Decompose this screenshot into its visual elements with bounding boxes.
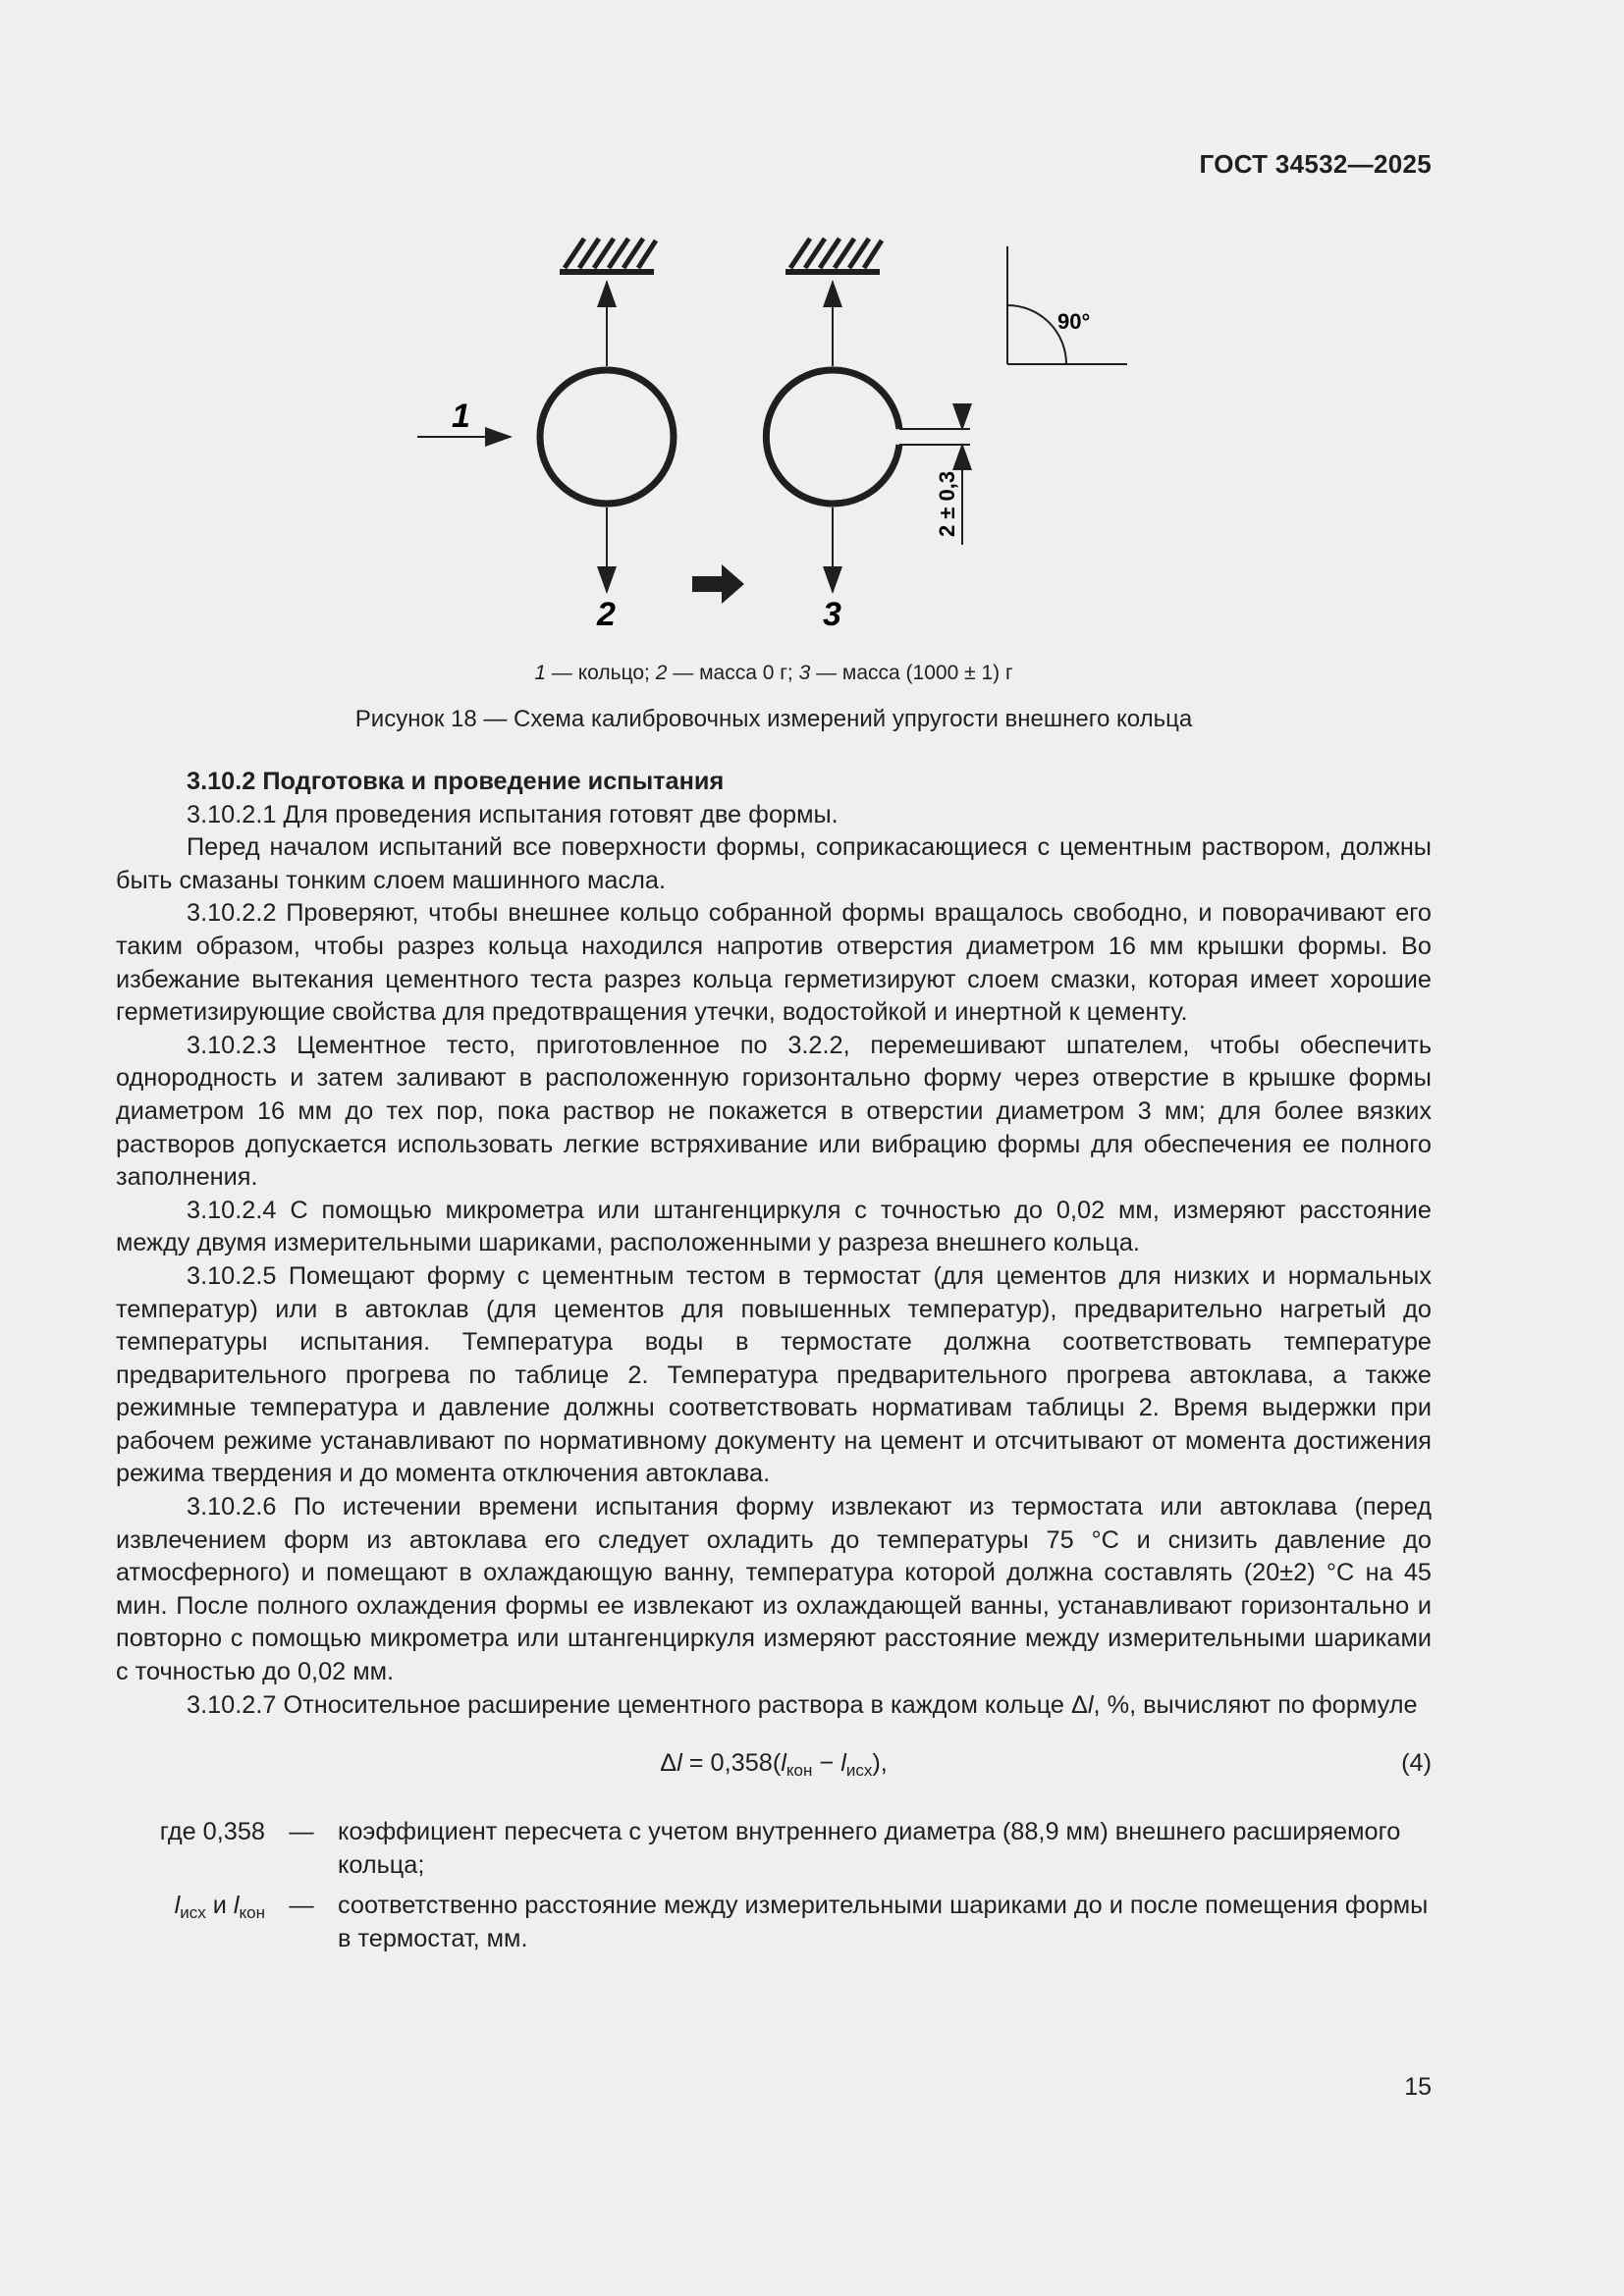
right-angle-symbol bbox=[1007, 246, 1127, 364]
paragraph-3-10-2-1: 3.10.2.1 Для проведения испытания готовят две формы. bbox=[187, 800, 839, 828]
explanation-term: где 0,358 bbox=[159, 1818, 265, 1846]
section-body bbox=[116, 766, 1432, 1964]
formula-explanation bbox=[116, 1816, 1432, 1963]
paragraph-3-10-2-4: 3.10.2.4 С помощью микрометра или штангенциркуля с точностью до 0,02 мм, измеряют расстояние между двумя измерительными шариками, расположенными у разреза внешнего кольца. bbox=[116, 1196, 1432, 1257]
explanation-row-distances bbox=[116, 1890, 1432, 1963]
formula-delta: Δ bbox=[660, 1749, 677, 1778]
term-and: и bbox=[205, 1892, 234, 1920]
formula-number: (4) bbox=[1401, 1749, 1432, 1778]
formula-intro-var: l bbox=[1087, 1690, 1094, 1719]
formula-sub-end: кон bbox=[785, 1761, 813, 1781]
fixed-support-right bbox=[785, 239, 882, 272]
formula-expression bbox=[116, 1747, 1432, 1788]
paragraph-lubrication: Перед началом испытаний все поверхности формы, соприкасающиеся с цементным раствором, должны быть смазаны тонким слоем машинного масла. bbox=[116, 833, 1432, 894]
legend-text-2: — масса 0 г; bbox=[667, 662, 799, 684]
section-heading: 3.10.2 Подготовка и проведение испытания bbox=[187, 768, 725, 795]
paragraph-3-10-2-3: 3.10.2.3 Цементное тесто, приготовленное по 3.2.2, перемешивают шпателем, чтобы обеспечить однородность и затем заливают в расположенную горизонтально форму через отверстие в крышке формы диаметром 16 мм до тех пор, пока раствор не покажется в отверстии диаметром 3 мм; для более вязких растворов допускается использовать легкие встряхивание или вибрацию формы для обеспечения ее полного заполнения. bbox=[116, 1031, 1432, 1192]
explanation-dash: — bbox=[289, 1818, 314, 1846]
explanation-dash: — bbox=[289, 1892, 314, 1920]
formula-coefficient: = 0,358( bbox=[681, 1749, 782, 1778]
paragraph-3-10-2-6: 3.10.2.6 По истечении времени испытания форму извлекают из термостата или автоклава (перед извлечением форм из автоклава его следует охладить до температуры 75 °С и снизить давление до атмосферного) и помещают в охлаждающую ванну, температура которой должна составлять (20±2) °С на 45 мин. После полного охлаждения формы ее извлекают из охлаждающей ванны, устанавливают горизонтально и повторно с помощью микрометра или штангенциркуля измеряют расстояние между измерительными шариками с точностью до 0,02 мм. bbox=[116, 1493, 1432, 1686]
figure-legend bbox=[116, 662, 1432, 685]
page-number: 15 bbox=[1404, 2073, 1432, 2101]
formula-intro-before: 3.10.2.7 Относительное расширение цементного раствора в каждом кольце Δ bbox=[187, 1690, 1088, 1719]
figure-ring-calibration bbox=[403, 221, 1149, 653]
label-ring: 1 bbox=[452, 398, 470, 435]
explanation-text: соответственно расстояние между измерительными шариками до и после помещения формы в термостат, мм. bbox=[338, 1892, 1429, 1952]
label-mass-zero: 2 bbox=[597, 596, 616, 633]
formula-var-start: l bbox=[840, 1749, 846, 1778]
term-var-a: l bbox=[174, 1892, 181, 1920]
formula-intro-after: , %, вычисляют по формуле bbox=[1093, 1690, 1418, 1719]
formula-sub-start: исх bbox=[845, 1761, 873, 1781]
legend-text-3: — масса (1000 ± 1) г bbox=[810, 662, 1013, 684]
label-gap-dimension: 2 ± 0,3 bbox=[935, 470, 959, 537]
legend-num-1: 1 bbox=[534, 662, 547, 684]
formula-minus: − bbox=[812, 1749, 841, 1778]
formula-var: l bbox=[677, 1749, 682, 1778]
legend-text-1: — кольцо; bbox=[546, 662, 656, 684]
figure-caption: Рисунок 18 — Схема калибровочных измерений упругости внешнего кольца bbox=[354, 706, 1193, 732]
label-mass-load: 3 bbox=[823, 596, 841, 633]
ring-right-cut bbox=[766, 370, 899, 504]
paragraph-3-10-2-5: 3.10.2.5 Помещают форму с цементным тестом в термостат (для цементов для низких и нормальных температур) или в автоклав (для цементов для повышенных температур), предварительно нагретый до температуры испытания. Температура воды в термостате должна соответствовать температуре предварительного прогрева по таблице 2. Температура предварительного прогрева автоклава, а также режимные температура и давление должны соответствовать нормативам таблицы 2. Время выдержки при рабочем режиме устанавливают по нормативному документу на цемент и отсчитывают от момента достижения режима твердения и до момента отключения автоклава. bbox=[116, 1261, 1432, 1488]
legend-num-2: 2 bbox=[655, 662, 668, 684]
term-var-b: l bbox=[233, 1892, 240, 1920]
formula-4 bbox=[116, 1747, 1432, 1790]
document-header: ГОСТ 34532—2025 bbox=[1199, 149, 1432, 179]
ring-left bbox=[540, 370, 674, 504]
paragraph-3-10-2-7 bbox=[116, 1689, 1432, 1723]
fixed-support-left bbox=[560, 239, 656, 272]
formula-tail: ), bbox=[872, 1749, 888, 1778]
legend-num-3: 3 bbox=[798, 662, 811, 684]
label-angle: 90° bbox=[1057, 309, 1091, 334]
transition-arrow-icon bbox=[692, 564, 744, 604]
explanation-text: коэффициент пересчета с учетом внутреннего диаметра (88,9 мм) внешнего расширяемого кольца; bbox=[338, 1818, 1401, 1879]
calibration-scheme-diagram bbox=[403, 221, 1149, 653]
formula-var-end: l bbox=[781, 1749, 786, 1778]
term-sub-b: кон bbox=[239, 1903, 265, 1923]
paragraph-3-10-2-2: 3.10.2.2 Проверяют, чтобы внешнее кольцо собранной формы вращалось свободно, и поворачивают его таким образом, чтобы разрез кольца находился напротив отверстия диаметром 16 мм крышки формы. Во избежание вытекания цементного теста разрез кольца герметизируют слоем смазки, которая имеет хорошие герметизирующие свойства для предотвращения утечки, водостойкой и инертной к цементу. bbox=[116, 899, 1432, 1027]
explanation-row-coefficient bbox=[116, 1816, 1432, 1890]
explanation-term-distances bbox=[116, 1890, 265, 1963]
term-sub-a: исх bbox=[180, 1903, 206, 1923]
